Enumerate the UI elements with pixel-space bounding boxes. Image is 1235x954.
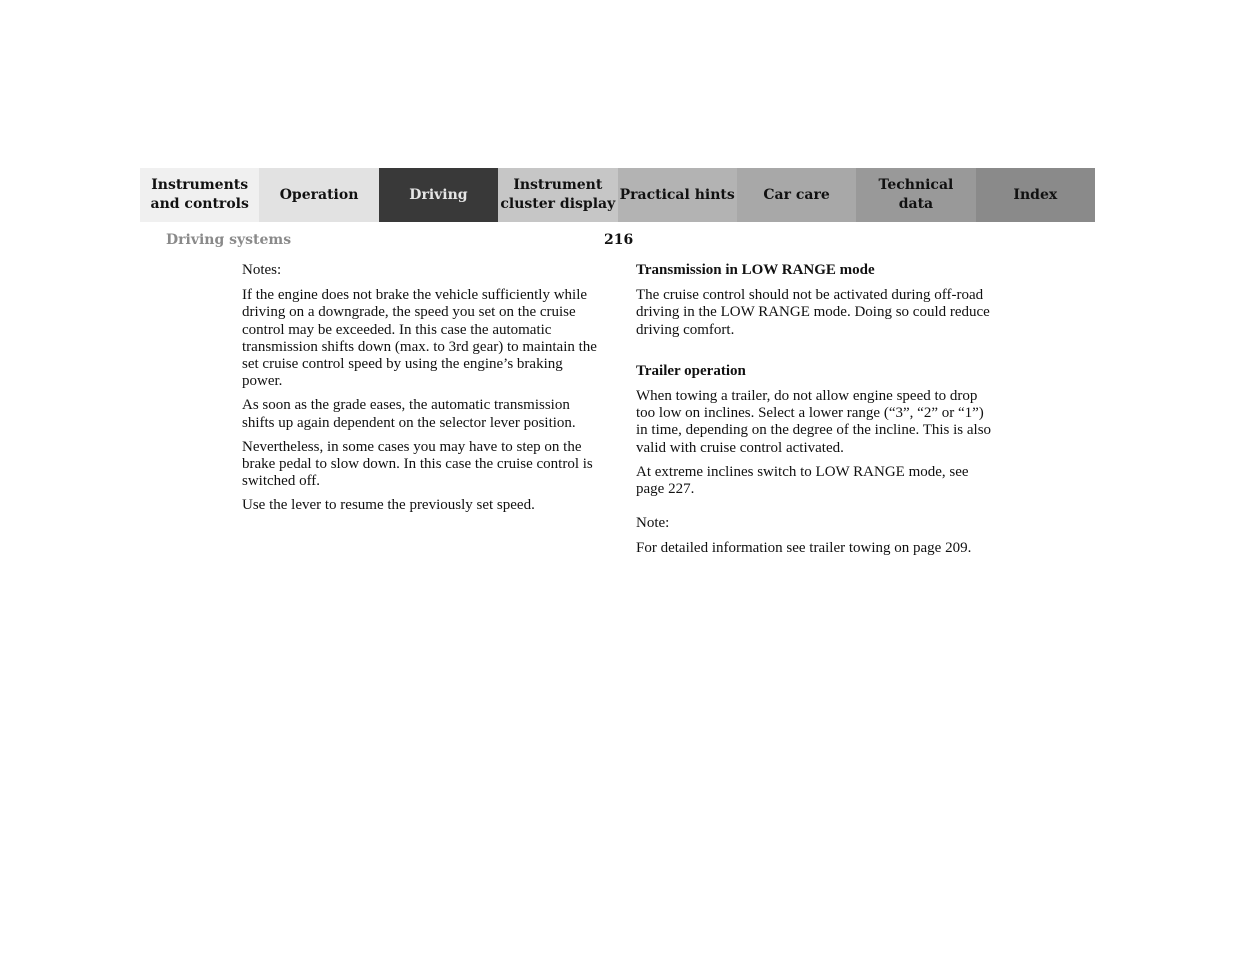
paragraph: As soon as the grade eases, the automatic transmission shifts up again dependent on the selector lever position. [242,397,576,431]
paragraph: When towing a trailer, do not allow engine speed to drop too low on inclines. Select a lower range (“3”, “2” or “1”) in time, depending on the degree of the incline. This is also valid with cruise control activated. [636,388,992,456]
low-range-heading: Transmission in LOW RANGE mode [636,262,875,278]
chapter-tab-bar [140,168,1095,222]
section-title: Driving systems [166,232,292,248]
right-column [636,262,998,565]
paragraph: Nevertheless, in some cases you may have to step on the brake pedal to slow down. In this case the cruise control is switched off. [242,438,593,490]
paragraph: If the engine does not brake the vehicle sufficiently while driving on a downgrade, the speed you set on the cruise control may be exceeded. In this case the automatic transmission shifts down (max. to 3rd gear) to maintain the set cruise control speed by using the engine’s braking power. [242,287,597,390]
note-label: Note: [636,515,670,532]
trailer-heading: Trailer operation [636,362,746,379]
left-column [242,262,606,522]
low-range-text: The cruise control should not be activated during off-road driving in the LOW RANGE mode. Doing so could reduce driving comfort. [636,287,990,338]
tab-instruments-and-controls[interactable]: Instruments and controls [140,168,259,222]
paragraph: Use the lever to resume the previously set speed. [242,497,535,514]
tab-practical-hints[interactable]: Practical hints [618,168,737,222]
tab-instrument-cluster-display[interactable]: Instrument cluster display [498,168,617,222]
tab-index[interactable]: Index [976,168,1095,222]
tab-technical-data[interactable]: Technical data [856,168,975,222]
notes-label: Notes: [242,262,282,278]
spacer [636,505,998,515]
spacer [636,346,998,363]
paragraph: At extreme inclines switch to LOW RANGE mode, see page 227. [636,463,969,498]
note-text: For detailed information see trailer towing on page 209. [636,540,972,557]
tab-car-care[interactable]: Car care [737,168,856,222]
tab-driving[interactable]: Driving [379,168,498,222]
page-number: 216 [604,232,634,248]
tab-operation[interactable]: Operation [259,168,378,222]
